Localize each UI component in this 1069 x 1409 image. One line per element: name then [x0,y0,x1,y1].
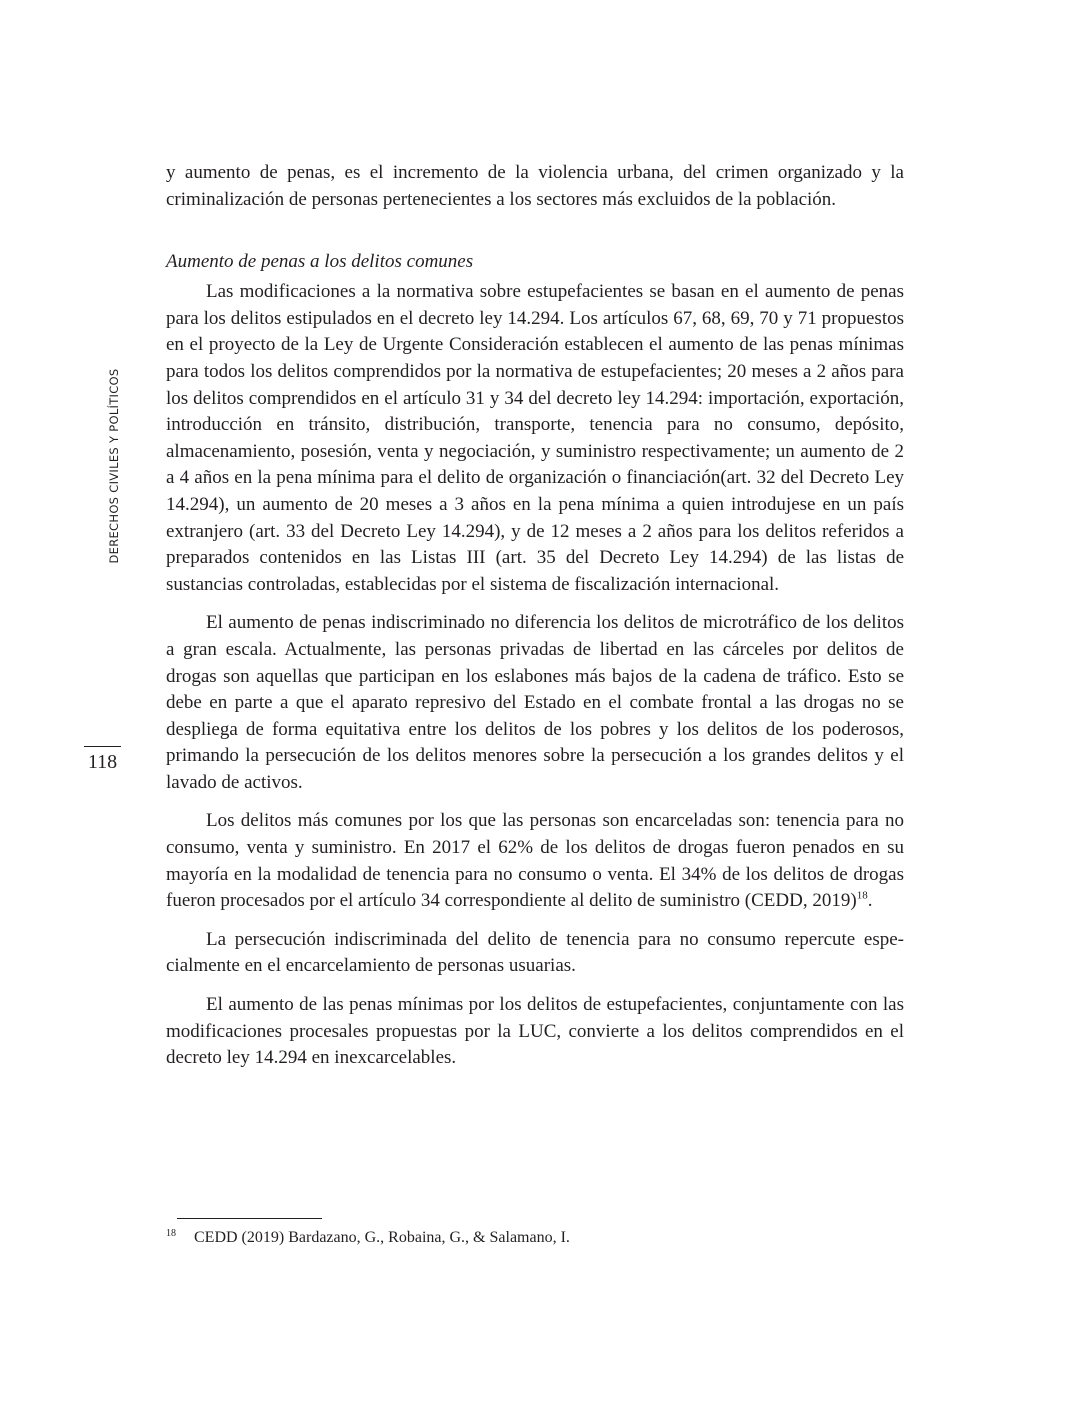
page-number: 118 [87,751,118,773]
paragraph-continued: y aumento de penas, es el incremento de la violencia urbana, del crimen organizado y la criminalización de personas pertenecientes a los sectores más excluidos de la población. [166,162,904,210]
running-header-vertical: DERECHOS CIVILES Y POLÍTICOS [107,368,121,564]
section-heading: Aumento de penas a los delitos comunes [166,251,474,273]
paragraph-text: Los delitos más comunes por los que las personas son encarceladas son: tenencia para no consumo, venta y suministro. En 2017 el 62% de los delitos de drogas fueron penados en su mayoría en la modalidad de tenencia para no consumo o venta. El 34% de los delitos de drogas fueron procesados por el artículo 34 correspondiente al delito de suministro (CEDD, 2019) [166,810,904,912]
footnote-mark: 18 [166,1228,176,1239]
page-number-rule [84,746,121,747]
footnote-reference[interactable]: 18 [856,889,868,902]
paragraph: La persecución indiscriminada del delito de tenencia para no consumo repercute especialmente en el encarcelamiento de personas usuarias. [166,928,904,977]
footnote-text: CEDD (2019) Bardazano, G., Robaina, G., & Salamano, I. [194,1229,570,1246]
paragraph: El aumento de penas indiscriminado no diferencia los delitos de microtráfico de los delitos a gran escala. Actualmente, las personas privadas de libertad en las cárceles por delitos de drogas son aquellas que participan en los eslabones más bajos de la cadena de tráfico. Esto se debe en parte a que el aparato represivo del Estado en el combate frontal a las drogas no se despliega de forma equitativa entre los delitos de los pobres y los delitos de los poderosos, primando la persecución de los delitos menores sobre la persecución a los grandes delitos y el lavado de activos. [166,612,904,793]
paragraph-end-punctuation: . [867,890,873,912]
footnote-rule [177,1218,322,1219]
footnote [166,1227,904,1249]
paragraph: El aumento de las penas mínimas por los delitos de estupefacientes, conjuntamente con las modificaciones procesales propuestas por la LUC, convierte a los delitos comprendidos en el decreto ley 14.294 en inexcarcelables. [166,994,904,1069]
paragraph [166,808,904,914]
body-text [166,160,904,1084]
paragraph: Las modificaciones a la normativa sobre estupefacientes se basan en el aumento de penas para los delitos estipulados en el decreto ley 14.294. Los artículos 67, 68, 69, 70 y 71 propuestos en el proyecto de la Ley de Urgente Consideración establecen el aumento de las penas mínimas para todos los delitos comprendidos por la normativa de estupefacientes; 20 meses a 2 años para los delitos comprendidos en el artículo 31 y 34 del decreto ley 14.294: importación, exportación, introducción en tránsito, distribución, transporte, tenencia para no consumo, depósito, almacenamiento, posesión, venta y negociación, y suministro respectivamente; un aumento de 2 a 4 años en la pena mínima para el delito de organización o financiación(art. 32 del Decreto Ley 14.294), un aumento de 20 meses a 3 años en la pena mínima a quien introdujese en un país extranjero (art. 33 del Decreto Ley 14.294), y de 12 meses a 2 años para los delitos referidos a preparados contenidos en las Listas III (art. 35 del Decreto Ley 14.294) de las listas de sustancias controladas, establecidas por el sistema de fiscalización internacional. [166,281,904,595]
